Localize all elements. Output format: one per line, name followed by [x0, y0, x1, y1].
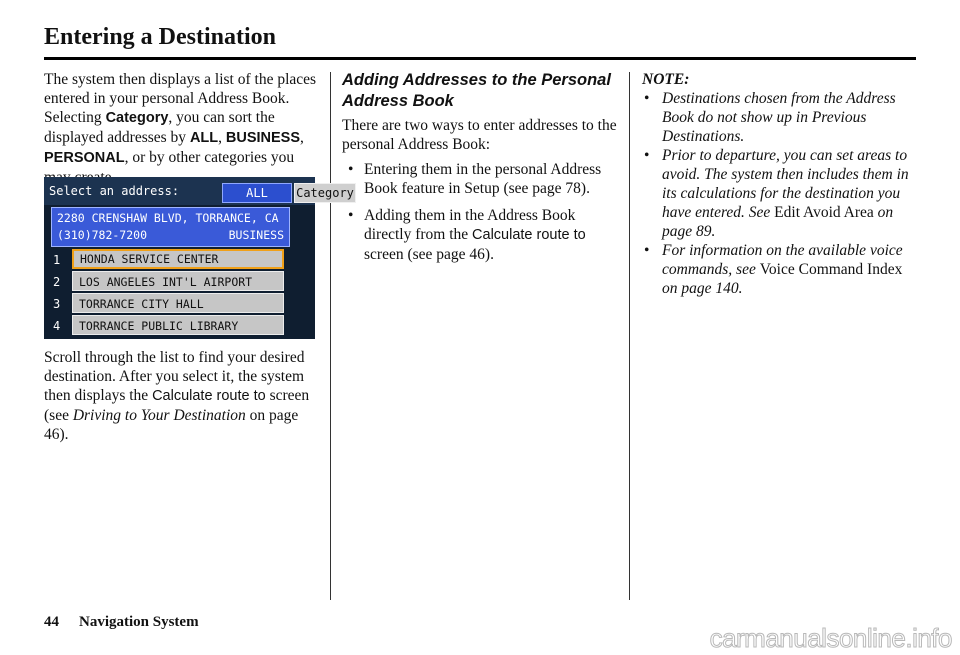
calculate-route-term: Calculate route to: [152, 388, 266, 404]
navigation-screen-figure: [44, 177, 354, 339]
list-item-button: TORRANCE CITY HALL: [72, 293, 284, 313]
column-one: [44, 70, 319, 187]
column-divider: [330, 72, 331, 600]
screen-prompt: Select an address:: [49, 184, 180, 198]
watermark: carmanualsonline.info: [709, 623, 952, 653]
scroll-paragraph: Scroll through the list to find your desired destination. After you select it, the system then displays the Calculate route to screen (see Driving to Your Destination on page 46).: [44, 349, 310, 443]
method-list: [342, 160, 620, 264]
note-list: [642, 89, 920, 298]
list-item: • Entering them in the personal Address Book feature in Setup (see page 78).: [342, 160, 620, 198]
address-line: 2280 CRENSHAW BLVD, TORRANCE, CA: [57, 211, 279, 225]
column-divider: [629, 72, 630, 600]
title-rule: [44, 57, 916, 60]
page-number: 44: [44, 614, 59, 630]
note-item: • Destinations chosen from the Address Book do not show up in Previous Destinations.: [642, 89, 920, 146]
phone-number: (310)782-7200: [57, 228, 148, 242]
column-three: [642, 70, 920, 298]
tab-category: Category: [294, 183, 356, 203]
page-title: Entering a Destination: [44, 24, 277, 50]
list-item-number: 3: [53, 297, 61, 311]
list-item-number: 1: [53, 253, 61, 267]
cross-reference: Voice Command Index: [759, 261, 903, 278]
intro-paragraph: The system then displays a list of the places entered in your personal Address Book. Selecting Category, you can sort the displayed addresses by ALL, BUSINESS, PERSONAL, or by other categories you: [44, 71, 317, 166]
column-two: [342, 70, 620, 272]
footer-section-title: Navigation System: [79, 614, 199, 630]
cross-reference: Driving to Your Destination: [72, 407, 246, 424]
list-item-button: TORRANCE PUBLIC LIBRARY: [72, 315, 284, 335]
personal-term: PERSONAL: [44, 150, 125, 166]
list-item-button: LOS ANGELES INT'L AIRPORT: [72, 271, 284, 291]
business-term: BUSINESS: [225, 130, 301, 146]
column-one-lower: [44, 348, 319, 444]
note-label: NOTE:: [642, 71, 690, 88]
calculate-route-term: Calculate route to: [472, 227, 586, 243]
list-item: [44, 293, 315, 315]
category-term: Category: [105, 110, 169, 126]
selected-address-box: [51, 207, 290, 247]
list-item-button: HONDA SERVICE CENTER: [72, 249, 284, 269]
all-term: ALL: [189, 130, 219, 146]
section-heading: Adding Addresses to the Personal Address Book: [342, 71, 611, 110]
note-item: • For information on the available voice commands, see Voice Command Index on page 140.: [642, 241, 920, 298]
list-item: • Adding them in the Address Book directly from the Calculate route to screen (see page 46).: [342, 206, 620, 264]
tab-all: ALL: [222, 183, 292, 203]
note-item: • Prior to departure, you can set areas to avoid. The system then includes them in its calculations for the destination you have entered. See Edit Avoid Area on page 89.: [642, 146, 920, 241]
section-intro: There are two ways to enter addresses to the personal Address Book:: [342, 117, 617, 153]
list-item: [44, 315, 315, 337]
list-item: [44, 271, 315, 293]
list-item-number: 4: [53, 319, 61, 333]
list-item: [44, 249, 315, 271]
list-item-number: 2: [53, 275, 61, 289]
address-type: BUSINESS: [228, 228, 284, 242]
cross-reference: Edit Avoid Area: [774, 204, 874, 221]
